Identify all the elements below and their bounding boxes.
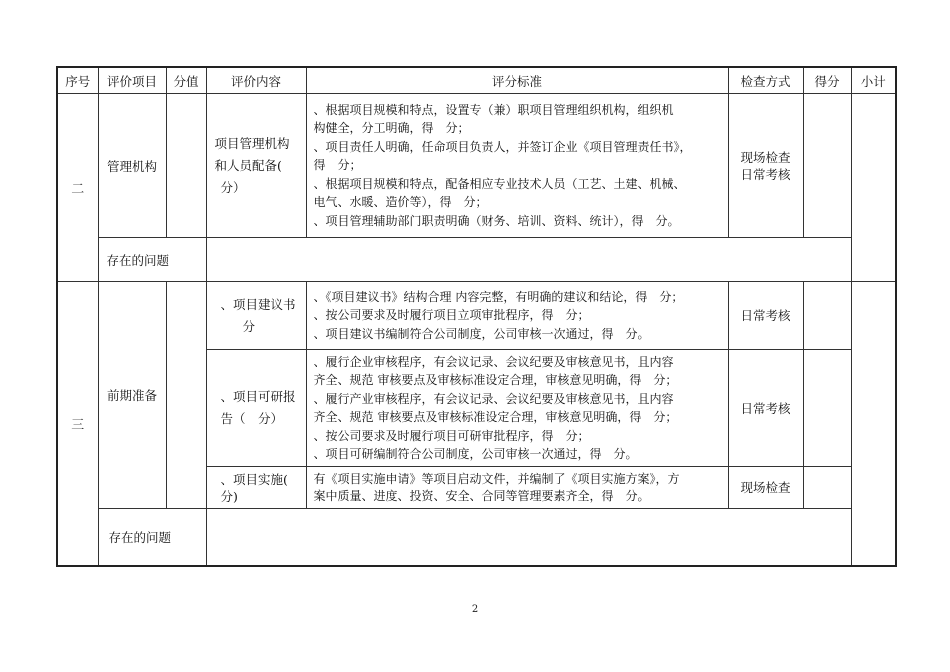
section2-got-cell (803, 94, 851, 238)
table-header-row (57, 67, 896, 94)
criteria-line: 案中质量、进度、投资、安全、合同等管理要素齐全，得 分。 (313, 488, 650, 503)
section3-seq: 三 (57, 282, 98, 566)
section2-subtotal-cell (851, 94, 896, 282)
section3-got-implementation (803, 467, 851, 509)
section3-content-feasibility (206, 350, 306, 467)
criteria-line: 齐全、规范 审核要点及审核标准设定合理，审核意见明确，得 分； (313, 410, 678, 424)
criteria-line: 、根据项目规模和特点，配备相应专业技术人员（工艺、土建、机械、 (313, 176, 686, 191)
section2-issues-row (57, 238, 896, 282)
section3-method-proposal (728, 282, 803, 350)
criteria-line: 、项目管理辅助部门职责明确（财务、培训、资料、统计），得 分。 (313, 213, 680, 228)
header-content: 评价内容 (206, 67, 306, 94)
section2-criteria (306, 94, 728, 238)
section3-method-feasibility (728, 350, 803, 467)
section3-subtotal-cell (851, 282, 896, 566)
section3-criteria-proposal (306, 282, 728, 350)
criteria-line: 、项目可研编制符合公司制度，公司审核一次通过，得 分。 (313, 447, 638, 461)
section3-issues-label: 存在的问题 (98, 509, 206, 566)
header-standard: 评分标准 (306, 67, 728, 94)
section3-content-proposal (206, 282, 306, 350)
content-line: 、项目可研报 (220, 389, 296, 404)
section3-row-proposal (57, 282, 896, 350)
section2-method (728, 94, 803, 238)
section2-score-cell (166, 94, 206, 238)
criteria-line: 、项目建议书编制符合公司制度，公司审核一次通过，得 分。 (313, 326, 650, 341)
section2-issues-label: 存在的问题 (98, 238, 206, 282)
section3-score-cell (166, 282, 206, 509)
header-score: 分值 (166, 67, 206, 94)
section2-category: 管理机构 (98, 94, 166, 238)
method-line: 现场检查 (740, 480, 791, 495)
criteria-line: 、《项目建议书》结构合理 内容完整，有明确的建议和结论，得 分； (313, 289, 684, 304)
section3-got-feasibility (803, 350, 851, 467)
section2-row (57, 94, 896, 238)
header-item: 评价项目 (98, 67, 166, 94)
criteria-line: 、履行企业审核程序，有会议记录、会议纪要及审核意见书，且内容 (313, 354, 674, 369)
header-got: 得分 (803, 67, 851, 94)
section3-content-implementation (206, 467, 306, 509)
section2-content-line: 项目管理机构 (214, 135, 290, 151)
header-method: 检查方式 (728, 67, 803, 94)
section3-criteria-feasibility (306, 350, 728, 467)
section2-content (206, 94, 306, 238)
criteria-line: 电气、水暖、造价等），得 分； (313, 195, 488, 210)
method-line: 现场检查 (740, 149, 791, 165)
section2-seq: 二 (57, 94, 98, 282)
criteria-line: 构健全，分工明确，得 分； (313, 121, 470, 136)
method-line: 日常考核 (740, 308, 791, 323)
criteria-line: 有《项目实施申请》等项目启动文件，并编制了《项目实施方案》，方 (313, 471, 680, 486)
content-line: 分) (220, 488, 238, 504)
evaluation-table (56, 66, 897, 567)
section2-content-line: 和人员配备( (214, 157, 282, 173)
criteria-line: 、项目责任人明确，任命项目负责人，并签订企业《项目管理责任书》， (313, 139, 692, 154)
criteria-line: 、根据项目规模和特点，设置专（兼）职项目管理组织机构，组织机 (313, 102, 674, 117)
section3-criteria-implementation (306, 467, 728, 509)
section3-method-implementation (728, 467, 803, 509)
content-line: 分 (242, 318, 256, 334)
section2-issues-cell (206, 238, 851, 282)
header-seq: 序号 (57, 67, 98, 94)
header-subtotal: 小计 (851, 67, 896, 94)
section2-content-line: 分） (220, 179, 246, 195)
method-line: 日常考核 (740, 166, 791, 182)
method-line: 日常考核 (740, 400, 791, 416)
section3-issues-row (57, 509, 896, 566)
section3-issues-cell (206, 509, 851, 566)
page-number: 2 (471, 604, 479, 615)
content-line: 告（ 分） (220, 411, 284, 426)
criteria-line: 、按公司要求及时履行项目可研审批程序，得 分； (313, 428, 590, 443)
section3-got-proposal (803, 282, 851, 350)
criteria-line: 得 分； (313, 158, 362, 173)
section3-category: 前期准备 (98, 282, 166, 509)
content-line: 、项目建议书 (220, 296, 296, 312)
criteria-line: 、按公司要求及时履行项目立项审批程序，得 分； (313, 308, 590, 323)
criteria-line: 、履行产业审核程序，有会议记录、会议纪要及审核意见书，且内容 (313, 391, 674, 406)
criteria-line: 齐全、规范 审核要点及审核标准设定合理，审核意见明确，得 分； (313, 373, 678, 387)
content-line: 、项目实施( (220, 471, 288, 487)
